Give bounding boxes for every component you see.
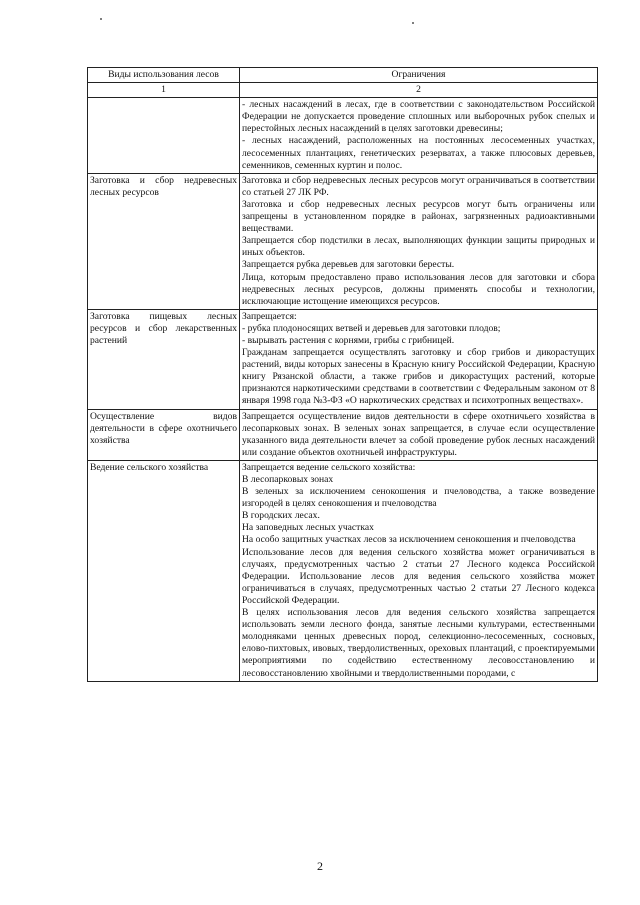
restrictions-cell bbox=[240, 173, 598, 309]
table-header-row bbox=[88, 68, 598, 83]
restriction-paragraph: Лица, которым предоставлено право использования лесов для заготовки и сбора недревесных лесных ресурсов, должны применять способы и технологии, исключающие истощение имеющихся ресурсов. bbox=[242, 271, 595, 307]
restriction-paragraph: Запрещается: bbox=[242, 310, 297, 322]
restriction-paragraph: Заготовка и сбор недревесных лесных ресурсов могут быть ограничены или запрещены в установленном порядке в районах, загрязненных радиоактивными веществами. bbox=[242, 198, 595, 235]
restriction-paragraph: Гражданам запрещается осуществлять заготовку и сбор грибов и дикорастущих растений, виды которых занесены в Красную книгу Российской Федерации, Красную книгу Рязанской области, а также грибов и дикорастущих растений, которые признаются наркотическими средствами в соответствии с Федеральным законом от 8 января 1998 года №3-ФЗ «О наркотических средствах и психотропных веществах». bbox=[242, 347, 595, 407]
table-row bbox=[88, 98, 598, 174]
forest-use-cell: Заготовка и сбор недревесных лесных ресурсов bbox=[88, 173, 240, 309]
restriction-paragraph: Заготовка и сбор недревесных лесных ресурсов могут ограничиваться в соответствии со статьей 27 ЛК РФ. bbox=[242, 174, 595, 198]
restriction-paragraph: В городских лесах. bbox=[242, 510, 320, 522]
restriction-paragraph: В целях использования лесов для ведения сельского хозяйства запрещается использовать земли лесного фонда, занятые лесными культурами, естественными молодняками ценных древесных пород, селекционно-лесосеменных, сосновых, елово-пихтовых, ивовых, твердолиственных, ореховых плантаций, с проектируемыми мероприятиями по содействию естественному лесовосстановлению и лесовосстановлению хвойными и твердолиственными породами, с bbox=[242, 607, 595, 679]
scan-speck bbox=[100, 18, 102, 20]
forest-use-cell: Осуществление видов деятельности в сфере охотничьего хозяйства bbox=[88, 409, 240, 460]
table-row bbox=[88, 460, 598, 681]
table-row bbox=[88, 173, 598, 309]
restriction-paragraph: - вырывать растения с корнями, грибы с грибницей. bbox=[242, 334, 455, 346]
column-number: 1 bbox=[88, 83, 240, 98]
restriction-paragraph: На особо защитных участках лесов за исключением сенокошения и пчеловодства bbox=[242, 534, 576, 546]
forest-use-cell: Ведение сельского хозяйства bbox=[88, 460, 240, 681]
restriction-paragraph: Запрещается рубка деревьев для заготовки бересты. bbox=[242, 259, 455, 271]
forest-use-cell: Заготовка пищевых лесных ресурсов и сбор лекарственных растений bbox=[88, 309, 240, 409]
table-row bbox=[88, 309, 598, 409]
restrictions-cell bbox=[240, 460, 598, 681]
restrictions-cell bbox=[240, 309, 598, 409]
restriction-paragraph: На заповедных лесных участках bbox=[242, 522, 374, 534]
header-restrictions: Ограничения bbox=[240, 68, 598, 83]
restrictions-table bbox=[87, 67, 598, 682]
restriction-paragraph: В зеленых за исключением сенокошения и пчеловодства, а также возведение изгородей в целях сенокошения и пчеловодства bbox=[242, 486, 595, 510]
restrictions-cell bbox=[240, 409, 598, 460]
restriction-paragraph: В лесопарковых зонах bbox=[242, 474, 334, 485]
page-number: 2 bbox=[317, 859, 323, 873]
table-row bbox=[88, 409, 598, 460]
restriction-paragraph: Запрещается ведение сельского хозяйства: bbox=[242, 461, 416, 473]
header-forest-use: Виды использования лесов bbox=[88, 68, 240, 83]
scan-speck bbox=[412, 22, 414, 24]
forest-use-cell bbox=[88, 98, 240, 174]
restriction-paragraph: Запрещается осуществление видов деятельности в сфере охотничьего хозяйства в лесопарковых зонах. В зеленых зонах запрещается, в случае если осуществление указанного вида деятельности влечет за собой проведение рубок лесных насаждений или создание объектов охотничьей инфраструктуры. bbox=[242, 410, 595, 458]
restriction-paragraph: Запрещается сбор подстилки в лесах, выполняющих функции защиты природных и иных объектов. bbox=[242, 235, 595, 259]
column-number-row bbox=[88, 83, 598, 98]
restrictions-cell bbox=[240, 98, 598, 174]
restriction-paragraph: - рубка плодоносящих ветвей и деревьев для заготовки плодов; bbox=[242, 322, 501, 334]
restriction-paragraph: - лесных насаждений в лесах, где в соответствии с законодательством Российской Федерации не допускается проведение сплошных или выборочных рубок спелых и перестойных лесных насаждений в целях заготовки древесины; bbox=[242, 99, 595, 135]
restriction-paragraph: - лесных насаждений, расположенных на постоянных лесосеменных участках, лесосеменных плантациях, генетических резерватах, а также плюсовых деревьев, семенников, семенных куртин и полос. bbox=[242, 135, 595, 171]
restriction-paragraph: Использование лесов для ведения сельского хозяйства может ограничиваться в случаях, предусмотренных частью 2 статьи 27 Лесного кодекса Российской Федерации. Использование лесов для ведения сельского хозяйства может ограничиваться в случаях, предусмотренных частью 2 статьи 27 Лесного кодекса Российской Федерации. bbox=[242, 546, 595, 606]
column-number: 2 bbox=[240, 83, 598, 98]
